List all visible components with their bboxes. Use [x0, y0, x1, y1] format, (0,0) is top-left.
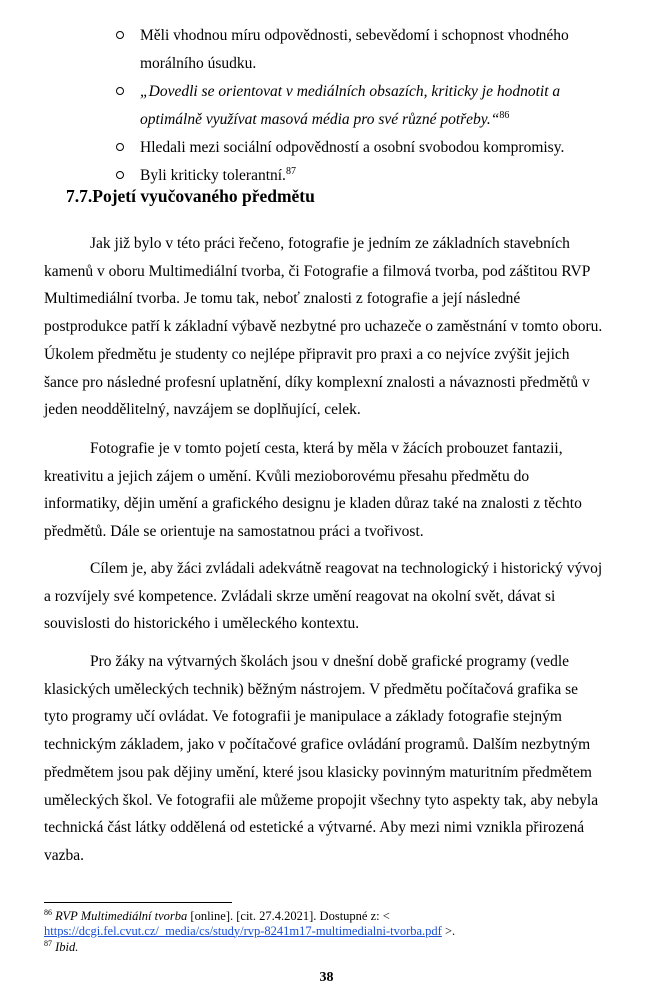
paragraph	[44, 555, 604, 638]
page-number: 38	[319, 970, 334, 985]
paragraph	[44, 435, 604, 546]
circle-bullet-icon	[116, 87, 124, 95]
footnote-text-end: >.	[441, 923, 456, 938]
list-item-text: Měli vhodnou míru odpovědnosti, sebevědomí i schopnost vhodného morálního úsudku.	[140, 27, 569, 72]
paragraph-text: Cílem je, aby žáci zvládali adekvátně reagovat na technologický i historický vývoj a rozvíjely své kompetence. Zvládali skrze umění reagovat na okolní svět, dávat si souvislosti do historického i uměleckého kontextu.	[44, 560, 603, 633]
footnote-ref[interactable]: 87	[285, 165, 296, 177]
footnote-text: [online]. [cit. 27.4.2021]. Dostupné z: <	[187, 909, 390, 923]
circle-bullet-icon	[116, 171, 124, 179]
circle-bullet-icon	[116, 143, 124, 151]
footnote-number: 86	[44, 907, 52, 917]
quote-text: „Dovedli se orientovat v mediálních obsazích, kriticky je hodnotit a optimálně využívat masová média pro své různé potřeby.“	[140, 83, 561, 128]
footnote-title: RVP Multimediální tvorba	[55, 909, 188, 923]
list-item-text-body: Byli kriticky tolerantní.	[140, 167, 286, 184]
paragraph-text: Jak již bylo v této práci řečeno, fotografie je jedním ze základních stavebních kamenů v oboru Multimediální tvorba, či Fotografie a filmová tvorba, pod záštitou RVP Multimediální tvorba. Je tomu tak, neboť znalosti z fotografie a její následné postprodukce patří k základní výbavě nezbytné pro uchazeče o zaměstnání v tomto oboru. Úkolem předmětu je studenty co nejlépe připravit pro praxi a co nejvíce zvýšit jejich šance pro následné profesní uplatnění, díky komplexní znalosti a návaznosti předmětů v jeden neoddělitelný, navzájem se doplňující, celek.	[44, 235, 603, 419]
footnote-number: 87	[44, 938, 52, 948]
footnote-86	[44, 909, 624, 938]
footnote-87	[44, 940, 624, 955]
paragraph-text: Pro žáky na výtvarných školách jsou v dnešní době grafické programy (vedle klasických uměleckých technik) běžným nástrojem. V předmětu počítačová grafika se tyto programy učí ovládat. Ve fotografii je manipulace a základy fotografie stejným technickým základem, jako v počítačové grafice ovládání programů. Dalším nezbytným předmětem jsou pak dějiny umění, které jsou klasicky povinným maturitním předmětem uměleckých škol. Ve fotografii ale můžeme propojit všechny tyto aspekty tak, aby nebyla technická část látky oddělená od estetické a výtvarné. Aby mezi nimi vznikla přirozená vazba.	[44, 653, 599, 864]
paragraph	[44, 230, 604, 424]
list-item	[116, 78, 586, 134]
list-item	[116, 134, 586, 162]
footnote-link[interactable]: https://dcgi.fel.cvut.cz/_media/cs/study/rvp-8241m17-multimedialni-tvorba.pdf	[44, 923, 442, 938]
paragraph	[44, 648, 604, 870]
footnote-divider	[44, 902, 232, 903]
list-item-text: Hledali mezi sociální odpovědností a osobní svobodou kompromisy.	[140, 139, 565, 156]
list-item-text	[116, 78, 586, 134]
paragraph-text: Fotografie je v tomto pojetí cesta, která by měla v žácích probouzet fantazii, kreativitu a jejich zájem o umění. Kvůli mezioborovému přesahu předmětu do informatiky, dějin umění a grafického designu je kladen důraz také na znalosti z těchto předmětů. Dále se orientuje na samostatnou práci a tvořivost.	[44, 440, 582, 541]
circle-bullet-icon	[116, 31, 124, 39]
footnote-text: Ibid.	[55, 940, 79, 954]
list-item	[116, 22, 586, 78]
section-heading: 7.7.Pojetí vyučovaného předmětu	[66, 186, 315, 206]
footnote-ref[interactable]: 86	[499, 109, 510, 121]
